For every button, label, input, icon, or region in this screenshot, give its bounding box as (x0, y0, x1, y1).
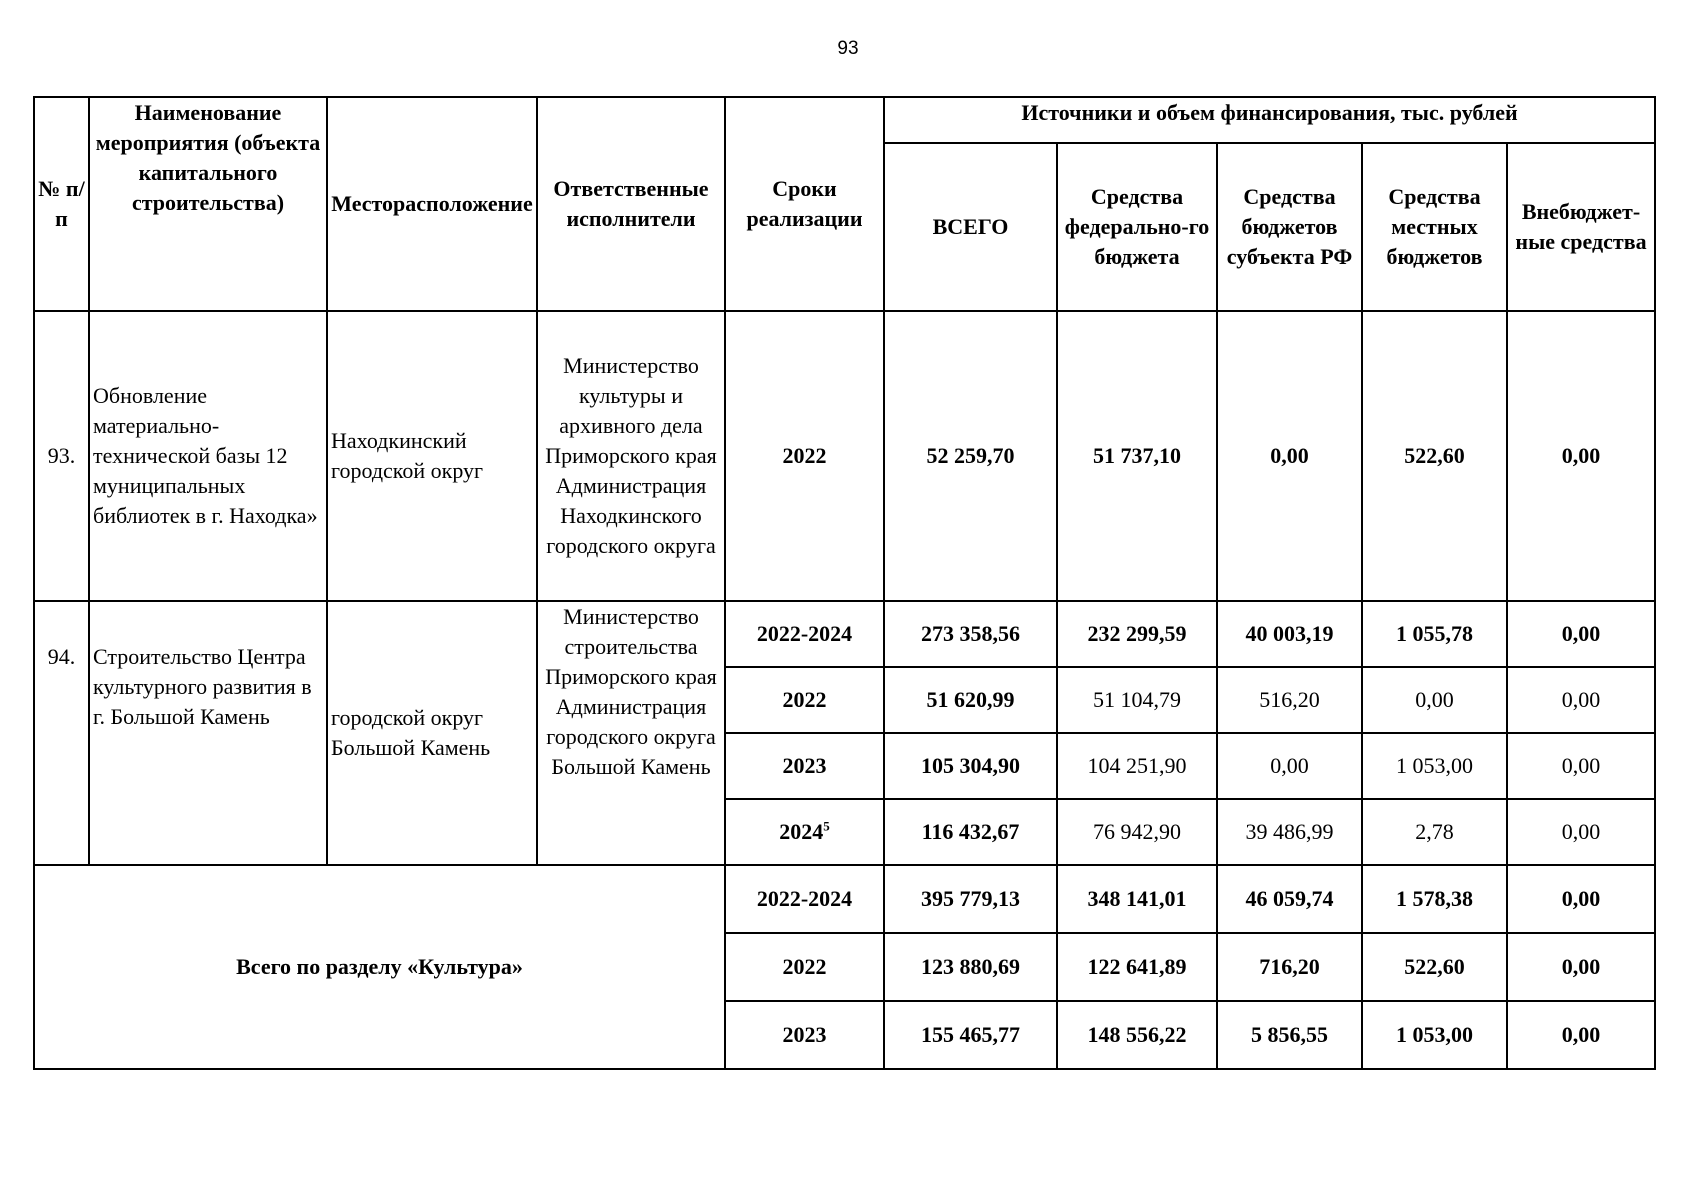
row-period: 2024$^5$ (725, 799, 884, 865)
row-extra: 0,00 (1507, 733, 1655, 799)
financing-table (33, 96, 1656, 1070)
summary-local: 522,60 (1362, 933, 1507, 1001)
summary-period: 2022 (725, 933, 884, 1001)
summary-extra: 0,00 (1507, 933, 1655, 1001)
header-period: Сроки реализации (725, 97, 884, 311)
summary-label: Всего по разделу «Культура» (34, 865, 725, 1069)
header-responsible: Ответственные исполнители (537, 97, 725, 311)
row-regional: 0,00 (1217, 733, 1362, 799)
row-federal: 51 737,10 (1057, 311, 1217, 601)
row-regional: 40 003,19 (1217, 601, 1362, 667)
header-total: ВСЕГО (884, 143, 1057, 311)
header-extrabudget: Внебюджет-ные средства (1507, 143, 1655, 311)
row-name: Обновление материально-технической базы 12 муниципальных библиотек в г. Находка» (89, 311, 327, 601)
header-federal: Средства федерально-го бюджета (1057, 143, 1217, 311)
summary-row (34, 865, 1655, 933)
table-row (34, 311, 1655, 601)
summary-federal: 122 641,89 (1057, 933, 1217, 1001)
header-name: Наименование мероприятия (объекта капитального строительства) (89, 97, 327, 311)
row-federal: 104 251,90 (1057, 733, 1217, 799)
row-local: 522,60 (1362, 311, 1507, 601)
row-regional: 39 486,99 (1217, 799, 1362, 865)
row-num: 93. (34, 311, 89, 601)
row-local: 1 053,00 (1362, 733, 1507, 799)
row-local: 2,78 (1362, 799, 1507, 865)
row-federal: 76 942,90 (1057, 799, 1217, 865)
page-number: 93 (837, 38, 859, 59)
row-local: 0,00 (1362, 667, 1507, 733)
summary-period: 2023 (725, 1001, 884, 1069)
summary-regional: 5 856,55 (1217, 1001, 1362, 1069)
table-row (34, 601, 1655, 667)
row-total: 105 304,90 (884, 733, 1057, 799)
row-extra: 0,00 (1507, 799, 1655, 865)
summary-local: 1 578,38 (1362, 865, 1507, 933)
row-total: 51 620,99 (884, 667, 1057, 733)
summary-regional: 716,20 (1217, 933, 1362, 1001)
row-total: 52 259,70 (884, 311, 1057, 601)
row-local: 1 055,78 (1362, 601, 1507, 667)
header-location: Месторасположение (327, 97, 537, 311)
header-regional: Средства бюджетов субъекта РФ (1217, 143, 1362, 311)
summary-extra: 0,00 (1507, 1001, 1655, 1069)
row-num: 94. (34, 601, 89, 865)
summary-total: 155 465,77 (884, 1001, 1057, 1069)
row-regional: 516,20 (1217, 667, 1362, 733)
footnote-mark: 5 (823, 818, 830, 834)
row-responsible: Министерство строительства Приморского края Администрация городского округа Большой Камень (537, 601, 725, 865)
row-regional: 0,00 (1217, 311, 1362, 601)
header-local: Средства местных бюджетов (1362, 143, 1507, 311)
row-name: Строительство Центра культурного развития в г. Большой Камень (89, 601, 327, 865)
header-row-1 (34, 97, 1655, 143)
row-federal: 232 299,59 (1057, 601, 1217, 667)
row-period: 2022-2024 (725, 601, 884, 667)
row-period: 2022 (725, 667, 884, 733)
header-sources: Источники и объем финансирования, тыс. рублей (884, 97, 1655, 143)
summary-federal: 348 141,01 (1057, 865, 1217, 933)
row-period: 2023 (725, 733, 884, 799)
row-extra: 0,00 (1507, 601, 1655, 667)
row-federal: 51 104,79 (1057, 667, 1217, 733)
row-period: 2022 (725, 311, 884, 601)
summary-extra: 0,00 (1507, 865, 1655, 933)
summary-local: 1 053,00 (1362, 1001, 1507, 1069)
summary-total: 395 779,13 (884, 865, 1057, 933)
header-num: № п/п (34, 97, 89, 311)
summary-period: 2022-2024 (725, 865, 884, 933)
row-location: Находкинский городской округ (327, 311, 537, 601)
summary-federal: 148 556,22 (1057, 1001, 1217, 1069)
summary-total: 123 880,69 (884, 933, 1057, 1001)
row-location: городской округ Большой Камень (327, 601, 537, 865)
row-total: 273 358,56 (884, 601, 1057, 667)
row-extra: 0,00 (1507, 311, 1655, 601)
summary-regional: 46 059,74 (1217, 865, 1362, 933)
row-responsible: Министерство культуры и архивного дела Приморского края Администрация Находкинского городского округа (537, 311, 725, 601)
row-extra: 0,00 (1507, 667, 1655, 733)
row-total: 116 432,67 (884, 799, 1057, 865)
